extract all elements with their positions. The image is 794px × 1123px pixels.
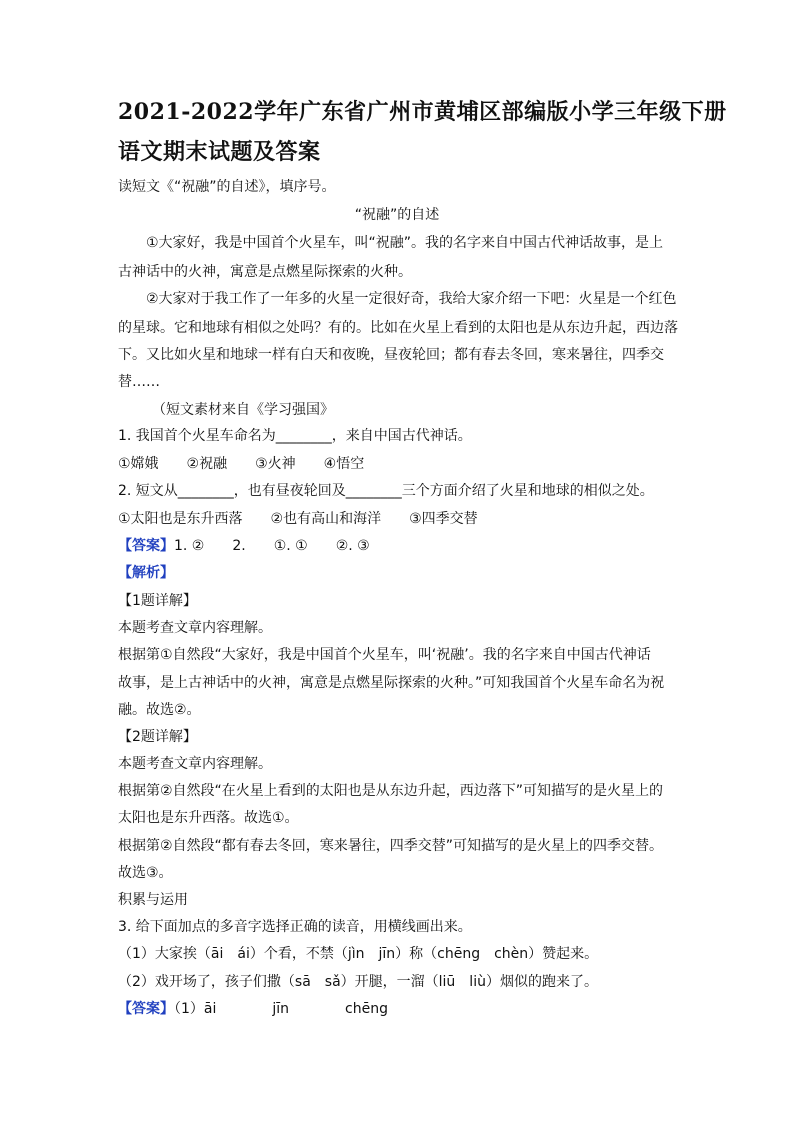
analysis-line: 故事，是上古神话中的火神，寓意是点燃星际探索的火种。”可知我国首个火星车命名为祝 xyxy=(118,675,665,691)
question-1-detail-tag: 【1题详解】 xyxy=(118,593,197,609)
passage-line: ①大家好，我是中国首个火星车，叫“祝融”。我的名字来自中国古代神话故事，是上 xyxy=(146,235,664,251)
document-title-line-2: 语文期末试题及答案 xyxy=(118,139,321,165)
analysis-line: 根据第②自然段“在火星上看到的太阳也是从东边升起，西边落下”可知描写的是火星上的 xyxy=(118,783,664,799)
analysis-line: 故选③。 xyxy=(118,865,173,881)
question-3: 3. 给下面加点的多音字选择正确的读音，用横线画出来。 xyxy=(118,919,472,935)
analysis-line: 本题考查文章内容理解。 xyxy=(118,756,272,772)
question-3-item: （2）戏开场了，孩子们撒（sā sǎ）开腿，一溜（liū liù）烟似的跑来了。 xyxy=(118,974,598,990)
passage-line: 的星球。它和地球有相似之处吗？有的。比如在火星上看到的太阳也是从东边升起，西边落 xyxy=(118,320,678,336)
question-1: 1. 我国首个火星车命名为________，来自中国古代神话。 xyxy=(118,428,472,444)
analysis-tag: 【解析】 xyxy=(118,565,174,581)
question-2-options: ①太阳也是东升西落 ②也有高山和海洋 ③四季交替 xyxy=(118,511,478,527)
document-title-line-1: 2021-2022学年广东省广州市黄埔区部编版小学三年级下册 xyxy=(118,99,727,125)
analysis-line: 根据第①自然段“大家好，我是中国首个火星车，叫‘祝融’。我的名字来自中国古代神话 xyxy=(118,647,651,663)
passage-source: （短文素材来自《学习强国》 xyxy=(152,402,334,418)
analysis-line: 融。故选②。 xyxy=(118,702,201,718)
question-1-options: ①嫦娥 ②祝融 ③火神 ④悟空 xyxy=(118,456,365,472)
section-heading: 积累与运用 xyxy=(118,892,188,908)
analysis-line: 太阳也是东升西落。故选①。 xyxy=(118,810,299,826)
answer-block-1 xyxy=(118,536,370,556)
passage-line: 替…… xyxy=(118,374,160,390)
answer-tag: 【答案】 xyxy=(118,538,174,554)
analysis-line: 根据第②自然段“都有春去冬回，寒来暑往，四季交替”可知描写的是火星上的四季交替。 xyxy=(118,838,664,854)
answer-tag: 【答案】 xyxy=(118,1001,174,1017)
question-2-detail-tag: 【2题详解】 xyxy=(118,729,197,745)
answer-text: 1. ② 2. ①. ① ②. ③ xyxy=(174,538,370,554)
passage-line: ②大家对于我工作了一年多的火星一定很好奇，我给大家介绍一下吧：火星是一个红色 xyxy=(146,291,677,307)
answer-text: （1）āi jīn chēng xyxy=(174,1001,388,1017)
question-2: 2. 短文从________，也有昼夜轮回及________三个方面介绍了火星和地球的相似之处。 xyxy=(118,483,654,499)
passage-heading: “祝融”的自述 xyxy=(354,207,440,223)
question-3-item: （1）大家挨（āi ái）个看，不禁（jìn jīn）称（chēng chèn）赞起来。 xyxy=(118,946,599,962)
analysis-line: 本题考查文章内容理解。 xyxy=(118,620,272,636)
answer-block-2 xyxy=(118,999,388,1019)
passage-line: 古神话中的火神，寓意是点燃星际探索的火种。 xyxy=(118,264,412,280)
passage-line: 下。又比如火星和地球一样有白天和夜晚，昼夜轮回；都有春去冬回，寒来暑往，四季交 xyxy=(118,347,664,363)
reading-instruction: 读短文《“祝融”的自述》，填序号。 xyxy=(118,179,336,195)
